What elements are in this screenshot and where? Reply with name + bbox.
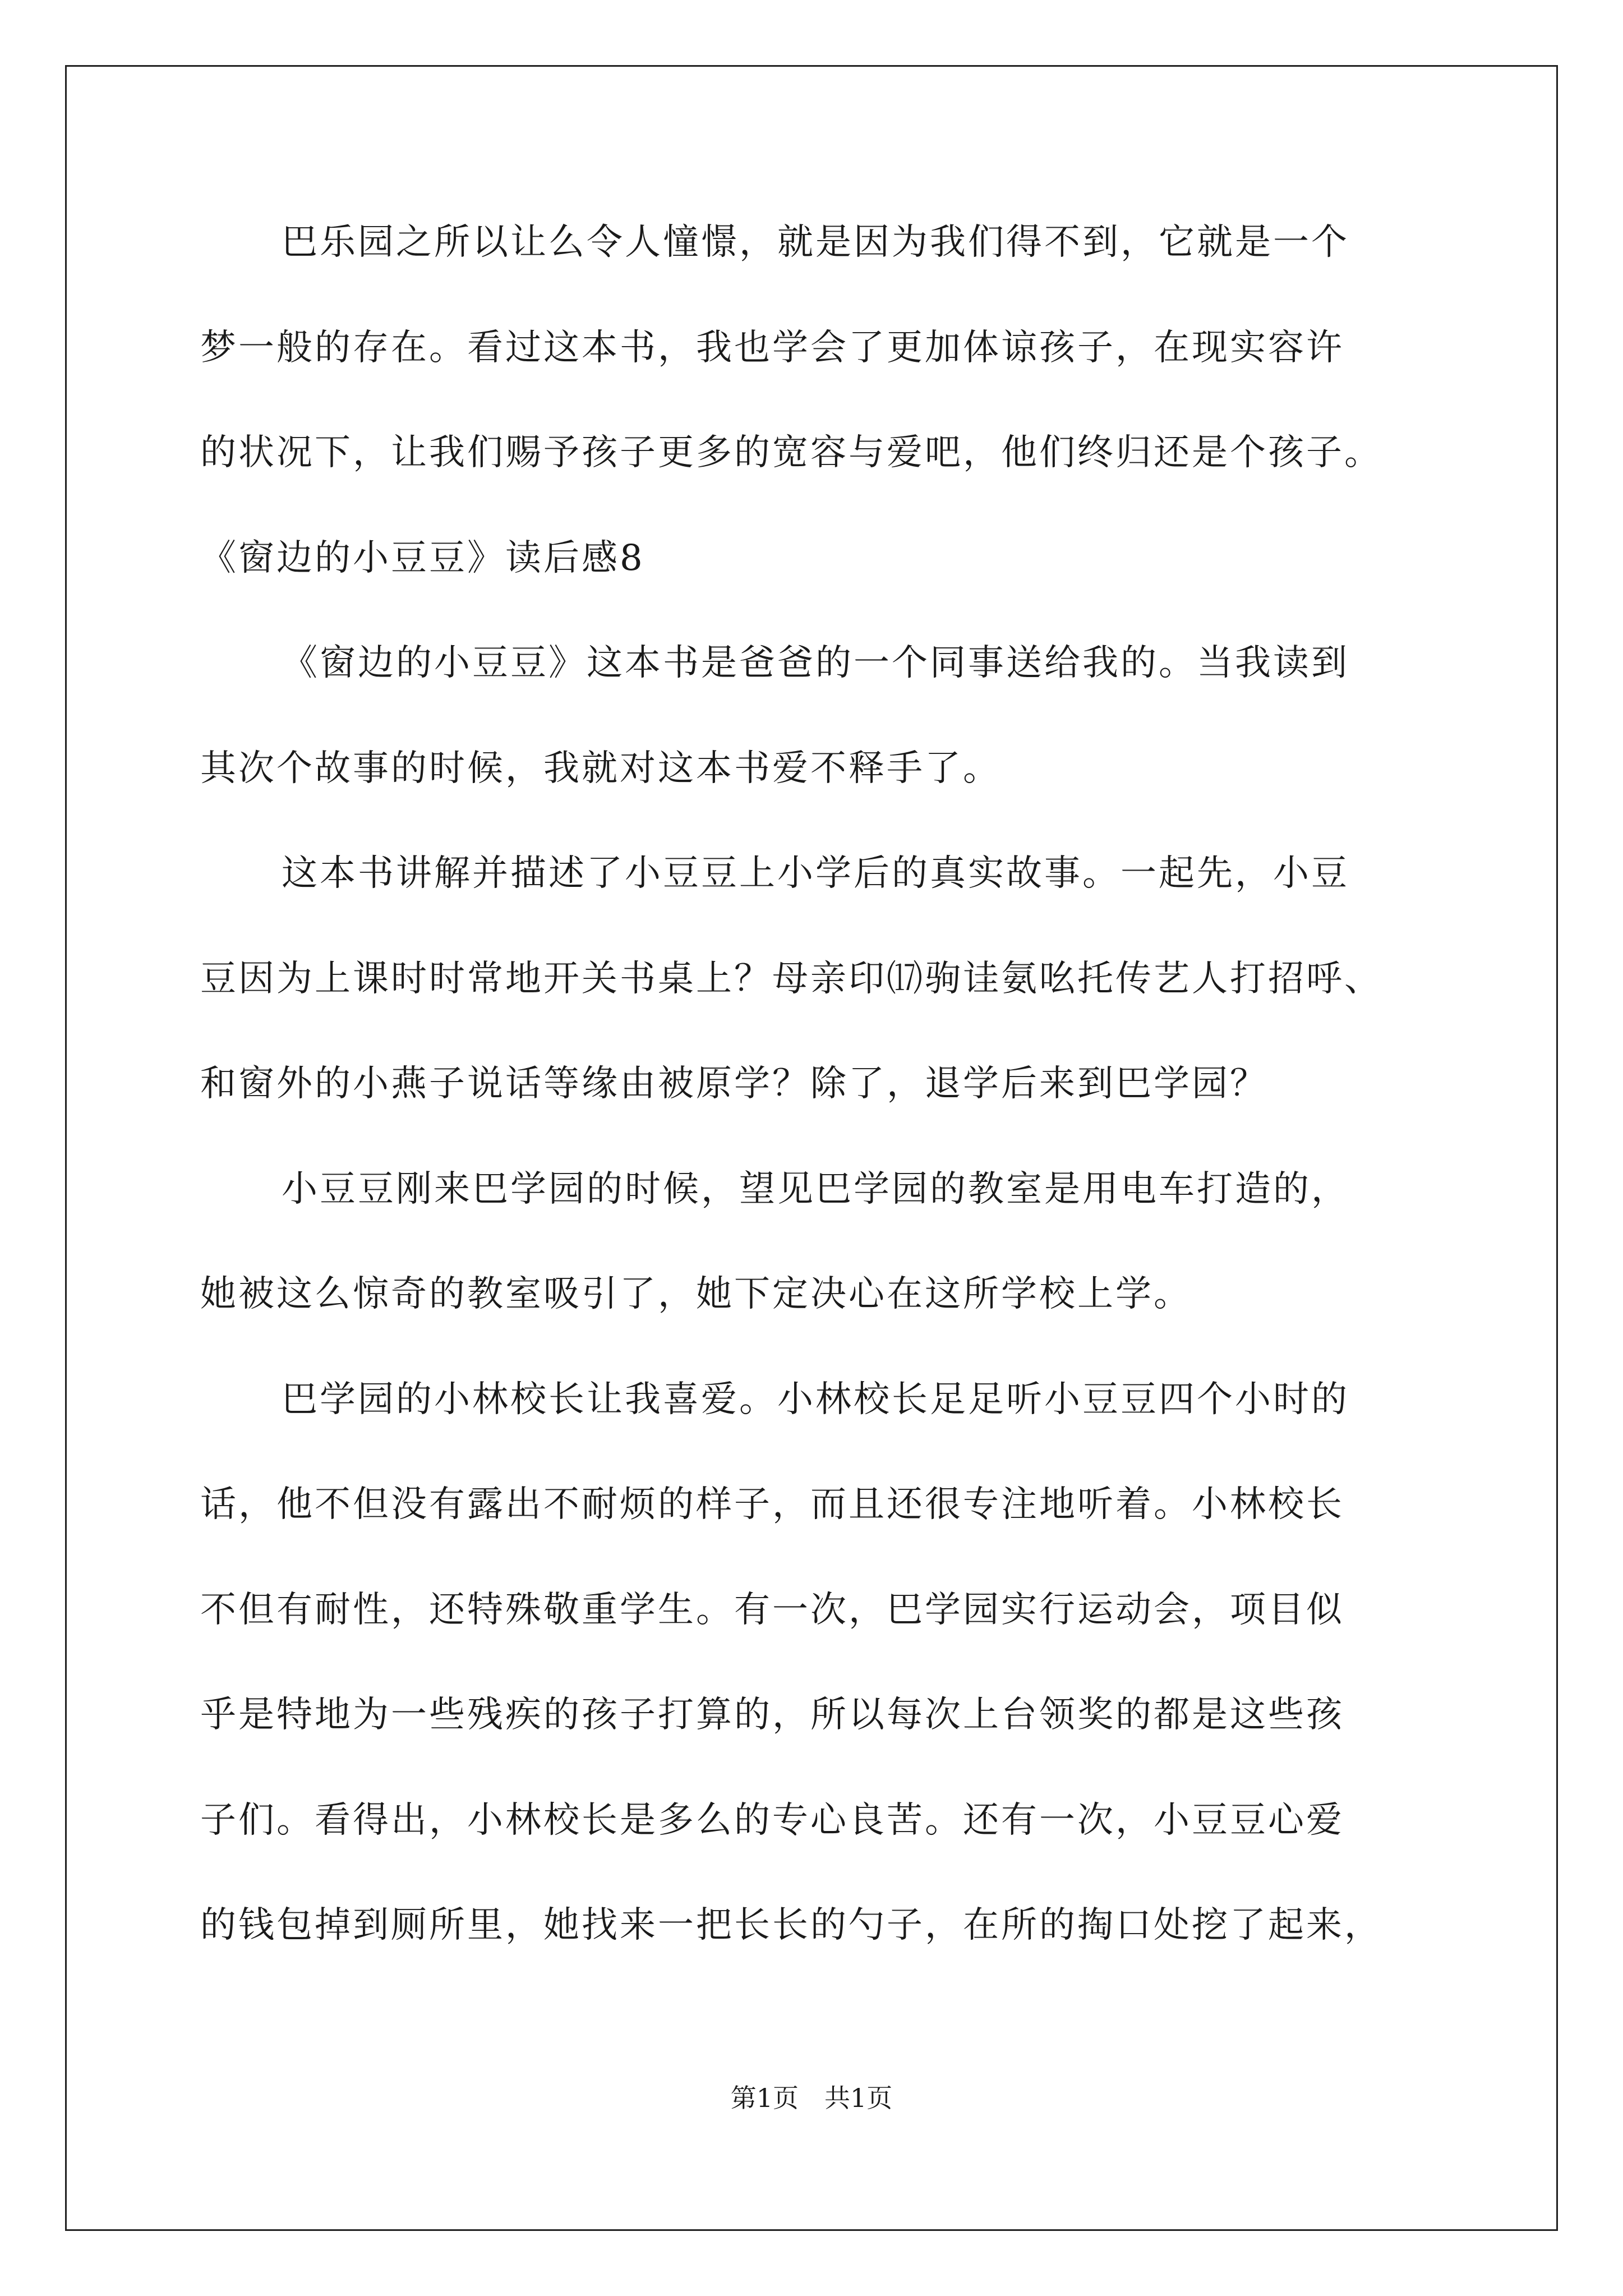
paragraph-line: 巴学园的小林校长让我喜爱。小林校长足足听小豆豆四个小时的 <box>282 1379 1349 1420</box>
paragraph-line: 她被这么惊奇的教室吸引了，她下定决心在这所学校上学。 <box>200 1273 1192 1315</box>
paragraph-line: 这本书讲解并描述了小豆豆上小学后的真实故事。一起先，小豆 <box>282 853 1349 894</box>
paragraph-line: 和窗外的小燕子说话等缘由被原学？除了，退学后来到巴学园？ <box>200 1063 1268 1105</box>
paragraph-line: 不但有耐性，还特殊敬重学生。有一次，巴学园实行运动会，项目似 <box>200 1589 1344 1631</box>
paragraph-line: 豆因为上课时时常地开关书桌上？母亲印⒄驹诖氨吆托传艺人打招呼、 <box>200 958 1382 1000</box>
paragraph-line: 话，他不但没有露出不耐烦的样子，而且还很专注地听着。小林校长 <box>200 1484 1344 1525</box>
page-footer: 第1页 共1页 <box>730 2083 893 2113</box>
paragraph-line: 梦一般的存在。看过这本书，我也学会了更加体谅孩子，在现实容许 <box>200 327 1344 369</box>
paragraph-line: 的钱包掉到厕所里，她找来一把长长的勺子，在所的掏口处挖了起来， <box>200 1904 1382 1946</box>
paragraph-line: 其次个故事的时候，我就对这本书爱不释手了。 <box>200 748 1001 789</box>
paragraph-line: 小豆豆刚来巴学园的时候，望见巴学园的教室是用电车打造的， <box>282 1168 1349 1210</box>
paragraph-line: 乎是特地为一些残疾的孩子打算的，所以每次上台领奖的都是这些孩 <box>200 1694 1344 1736</box>
paragraph-line: 的状况下，让我们赐予孩子更多的宽容与爱吧，他们终归还是个孩子。 <box>200 432 1382 473</box>
paragraph-line: 《窗边的小豆豆》这本书是爸爸的一个同事送给我的。当我读到 <box>282 642 1349 684</box>
paragraph-line: 巴乐园之所以让么令人憧憬，就是因为我们得不到，它就是一个 <box>282 222 1349 263</box>
section-heading: 《窗边的小豆豆》读后感8 <box>200 537 645 579</box>
paragraph-line: 子们。看得出，小林校长是多么的专心良苦。还有一次，小豆豆心爱 <box>200 1800 1344 1841</box>
